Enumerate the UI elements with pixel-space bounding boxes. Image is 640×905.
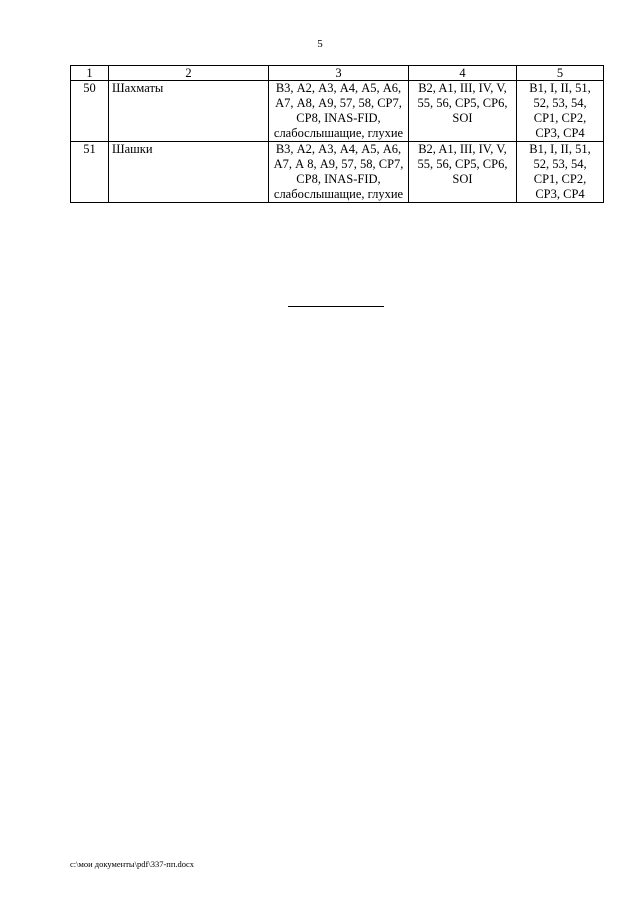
column-header-4: 4	[409, 66, 517, 81]
table-row	[71, 81, 604, 142]
sport-name: Шахматы	[109, 81, 269, 142]
sport-name: Шашки	[109, 142, 269, 203]
page-number: 5	[317, 38, 323, 50]
classes-column-5: B1, I, II, 51, 52, 53, 54, CP1, CP2, CP3, CP4	[517, 142, 604, 203]
row-number: 51	[71, 142, 109, 203]
column-header-2: 2	[109, 66, 269, 81]
column-header-3: 3	[269, 66, 409, 81]
classes-column-3: В3, А2, А3, А4, А5, А6, А7, А8, А9, 57, 58, CP7, CP8, INAS-FID, слабослышащие, глухие	[269, 81, 409, 142]
classes-column-5: B1, I, II, 51, 52, 53, 54, CP1, CP2, CP3, CP4	[517, 81, 604, 142]
classes-column-3: В3, А2, А3, А4, А5, А6, А7, А 8, А9, 57, 58, CP7, CP8, INAS-FID, слабослышащие, глухие	[269, 142, 409, 203]
sports-classes-table	[70, 65, 604, 203]
footer-file-path: c:\мои документы\pdf\337-пп.docx	[70, 859, 195, 869]
end-of-document-rule	[288, 306, 384, 307]
classes-column-4: B2, A1, III, IV, V, 55, 56, CP5, CP6, SOI	[409, 142, 517, 203]
column-header-1: 1	[71, 66, 109, 81]
row-number: 50	[71, 81, 109, 142]
table-row	[71, 142, 604, 203]
column-header-5: 5	[517, 66, 604, 81]
classes-column-4: B2, A1, III, IV, V, 55, 56, CP5, CP6, SOI	[409, 81, 517, 142]
table-header-row	[71, 66, 604, 81]
